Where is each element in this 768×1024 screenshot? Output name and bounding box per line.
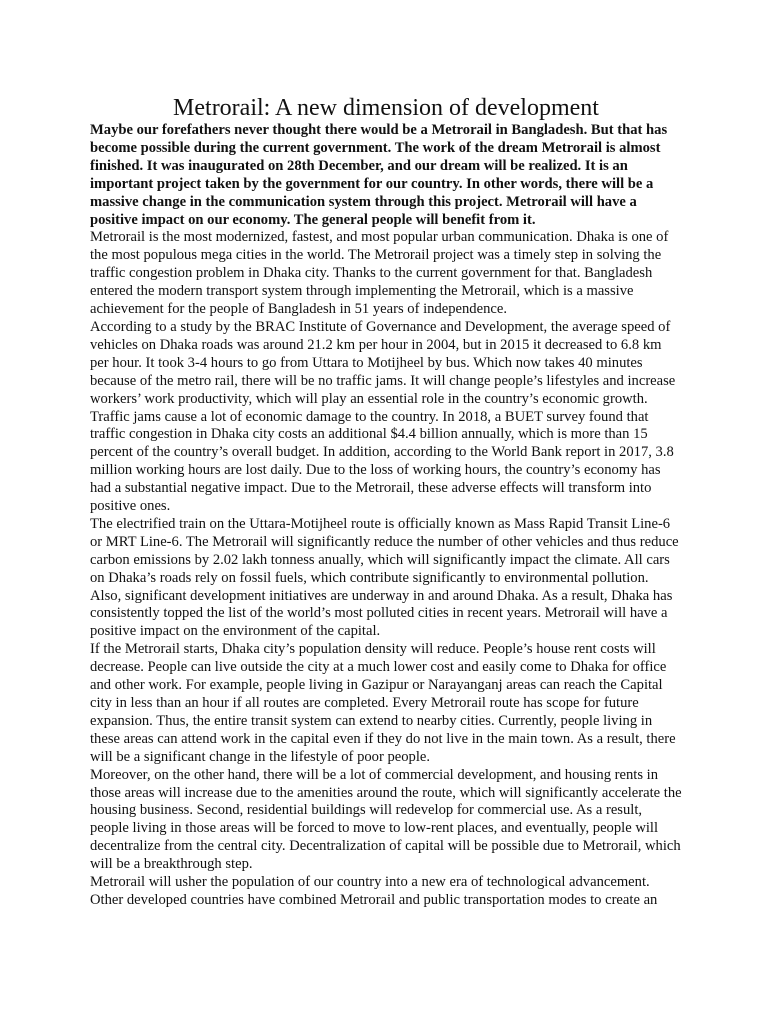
- body-paragraph: Traffic jams cause a lot of economic damage to the country. In 2018, a BUET survey found that traffic congestion in Dhaka city costs an additional $4.4 billion annually, which is more than 15 percent of the country’s overall budget. In addition, according to the World Bank report in 2017, 3.8 million working hours are lost daily. Due to the loss of working hours, the country’s economy has had a substantial negative impact. Due to the Metrorail, these adverse effects will transform into positive ones.: [90, 408, 674, 515]
- document-page: [90, 94, 682, 910]
- body-paragraph: Metrorail is the most modernized, fastest, and most popular urban communication. Dhaka is one of the most populous mega cities in the world. The Metrorail project was a timely step in solving the traffic congestion problem in Dhaka city. Thanks to the current government for that. Bangladesh entered the modern transport system through implementing the Metrorail, which is a massive achievement for the people of Bangladesh in 51 years of independence.: [90, 229, 669, 318]
- body-paragraph: The electrified train on the Uttara-Motijheel route is officially known as Mass Rapid Transit Line-6 or MRT Line-6. The Metrorail will significantly reduce the number of other vehicles and thus reduce carbon emissions by 2.02 lakh tonness anually, which will significantly impact the climate. All cars on Dhaka’s roads rely on fossil fuels, which contribute significantly to environmental pollution. Also, significant development initiatives are underway in and around Dhaka. As a result, Dhaka has consistently topped the list of the world’s most polluted cities in recent years. Metrorail will have a positive impact on the environment of the capital.: [90, 515, 679, 640]
- body-paragraph: Moreover, on the other hand, there will be a lot of commercial development, and housing rents in those areas will increase due to the amenities around the route, which will significantly accelerate the housing business. Second, residential buildings will redevelop for commercial use. As a result, people living in those areas will be forced to move to low-rent places, and eventually, people will decentralize from the central city. Decentralization of capital will be possible due to Metrorail, which will be a breakthrough step.: [90, 766, 682, 873]
- intro-paragraph: Maybe our forefathers never thought there would be a Metrorail in Bangladesh. But that has become possible during the current government. The work of the dream Metrorail is almost finished. It was inaugurated on 28th December, and our dream will be realized. It is an important project taken by the government for our country. In other words, there will be a massive change in the communication system through this project. Metrorail will have a positive impact on our economy. The general people will benefit from it.: [90, 122, 668, 228]
- document-title: Metrorail: A new dimension of development: [173, 95, 599, 121]
- document-body: [90, 122, 682, 910]
- body-paragraph: According to a study by the BRAC Institute of Governance and Development, the average speed of vehicles on Dhaka roads was around 21.2 km per hour in 2004, but in 2015 it decreased to 6.8 km per hour. It took 3-4 hours to go from Uttara to Motijheel by bus. Which now takes 40 minutes because of the metro rail, there will be no traffic jams. It will change people’s lifestyles and increase workers’ work productivity, which will play an essential role in the country’s economic growth.: [90, 318, 676, 407]
- body-paragraph: If the Metrorail starts, Dhaka city’s population density will reduce. People’s house rent costs will decrease. People can live outside the city at a much lower cost and easily come to Dhaka for office and other work. For example, people living in Gazipur or Narayanganj areas can reach the Capital city in less than an hour if all routes are completed. Every Metrorail route has scope for future expansion. Thus, the entire transit system can extend to nearby cities. Currently, people living in these areas can attend work in the capital even if they do not live in the main town. As a result, there will be a significant change in the lifestyle of poor people.: [90, 641, 676, 765]
- body-paragraph: Metrorail will usher the population of our country into a new era of technological advancement. Other developed countries have combined Metrorail and public transportation modes to create an: [90, 874, 658, 908]
